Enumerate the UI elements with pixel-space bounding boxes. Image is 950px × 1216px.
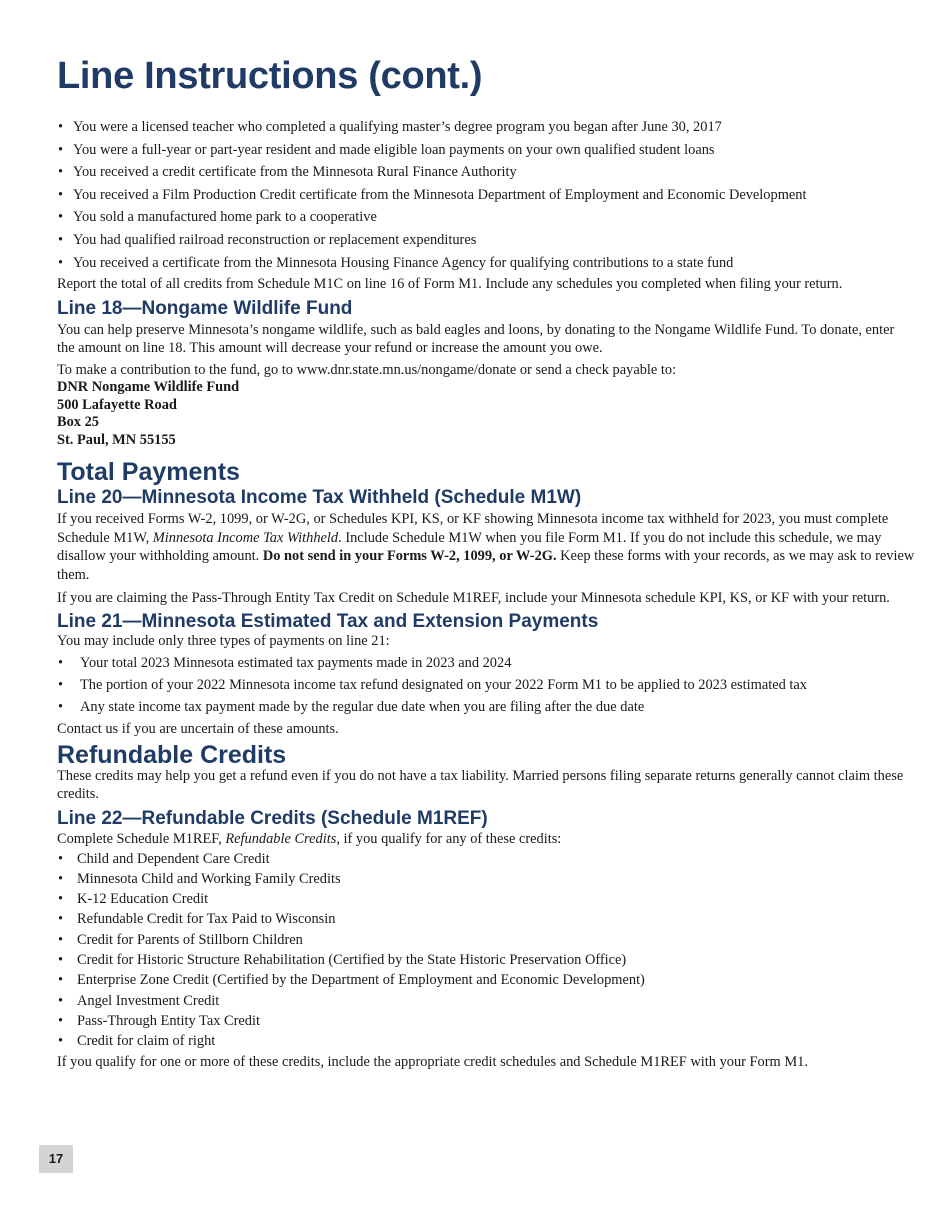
- line18-paragraph-2: To make a contribution to the fund, go to www.dnr.state.mn.us/nongame/donate or send a check payable to:: [57, 362, 677, 379]
- list-item: • The portion of your 2022 Minnesota income tax refund designated on your 2022 Form M1 to be applied to 2023 estimated tax: [57, 676, 915, 694]
- mailing-address: [57, 379, 915, 449]
- line21-intro: You may include only three types of payments on line 21:: [57, 632, 390, 649]
- list-item: • Child and Dependent Care Credit: [57, 850, 915, 868]
- list-item: • You received a certificate from the Minnesota Housing Finance Agency for qualifying contributions to a state fund: [57, 254, 915, 272]
- list-item: • Pass-Through Entity Tax Credit: [57, 1012, 915, 1030]
- list-item: • You were a full-year or part-year resident and made eligible loan payments on your own qualified student loans: [57, 141, 915, 159]
- list-item: • Enterprise Zone Credit (Certified by the Department of Employment and Economic Development): [57, 971, 915, 989]
- line22-outro: If you qualify for one or more of these credits, include the appropriate credit schedules and Schedule M1REF with your Form M1.: [57, 1053, 808, 1070]
- list-item: • K-12 Education Credit: [57, 890, 915, 908]
- page-number: 17: [39, 1145, 73, 1173]
- line21-outro: Contact us if you are uncertain of these amounts.: [57, 720, 339, 737]
- intro-bullet-list: [57, 118, 915, 272]
- line22-intro: Complete Schedule M1REF, Refundable Credits, if you qualify for any of these credits:: [57, 830, 562, 847]
- address-line: Box 25: [57, 414, 99, 431]
- page-content: [57, 118, 915, 1071]
- line21-heading: Line 21—Minnesota Estimated Tax and Extension Payments: [57, 610, 599, 632]
- page-title: Line Instructions (cont.): [57, 55, 483, 97]
- list-item: • Credit for claim of right: [57, 1032, 915, 1050]
- list-item: • You sold a manufactured home park to a cooperative: [57, 208, 915, 226]
- list-item: • Credit for Parents of Stillborn Children: [57, 931, 915, 949]
- line22-bullet-list: [57, 850, 915, 1051]
- line22-heading: Line 22—Refundable Credits (Schedule M1REF): [57, 807, 488, 829]
- list-item: • Any state income tax payment made by the regular due date when you are filing after the due date: [57, 698, 915, 716]
- line21-bullet-list: [57, 654, 915, 716]
- list-item: • Angel Investment Credit: [57, 992, 915, 1010]
- list-item: • Your total 2023 Minnesota estimated tax payments made in 2023 and 2024: [57, 654, 915, 672]
- address-line: St. Paul, MN 55155: [57, 431, 176, 448]
- refundable-credits-heading: Refundable Credits: [57, 740, 287, 769]
- refundable-credits-intro: These credits may help you get a refund even if you do not have a tax liability. Married persons filing separate returns generally cannot claim these credits.: [57, 767, 904, 802]
- list-item: • You received a credit certificate from the Minnesota Rural Finance Authority: [57, 163, 915, 181]
- total-payments-heading: Total Payments: [57, 458, 240, 487]
- address-line: 500 Lafayette Road: [57, 396, 177, 413]
- line20-heading: Line 20—Minnesota Income Tax Withheld (Schedule M1W): [57, 487, 582, 509]
- line20-paragraph-2: If you are claiming the Pass-Through Entity Tax Credit on Schedule M1REF, include your Minnesota schedule KPI, KS, or KF with your return.: [57, 589, 890, 606]
- address-line: DNR Nongame Wildlife Fund: [57, 379, 240, 396]
- intro-report-paragraph: Report the total of all credits from Schedule M1C on line 16 of Form M1. Include any schedules you completed when filing your return.: [57, 276, 843, 293]
- list-item: • You were a licensed teacher who completed a qualifying master’s degree program you began after June 30, 2017: [57, 118, 915, 136]
- line20-paragraph-1: If you received Forms W-2, 1099, or W-2G, or Schedules KPI, KS, or KF showing Minnesota income tax withheld for 2023, you must complete Schedule M1W, Minnesota Income Tax Withheld. Include Schedule M1W when you file Form M1. If you do not include this schedule, we may disallow your withholding amount. Do not send in your Forms W-2, 1099, or W-2G. Keep these forms with your records, as we may ask to review them.: [57, 511, 915, 583]
- line18-paragraph-1: You can help preserve Minnesota’s nongame wildlife, such as bald eagles and loons, by donating to the Nongame Wildlife Fund. To donate, enter the amount on line 18. This amount will decrease your refund or increase the amount you owe.: [57, 322, 895, 357]
- list-item: • You received a Film Production Credit certificate from the Minnesota Department of Employment and Economic Development: [57, 186, 915, 204]
- list-item: • You had qualified railroad reconstruction or replacement expenditures: [57, 231, 915, 249]
- line18-heading: Line 18—Nongame Wildlife Fund: [57, 298, 353, 320]
- list-item: • Credit for Historic Structure Rehabilitation (Certified by the State Historic Preservation Office): [57, 951, 915, 969]
- list-item: • Refundable Credit for Tax Paid to Wisconsin: [57, 910, 915, 928]
- list-item: • Minnesota Child and Working Family Credits: [57, 870, 915, 888]
